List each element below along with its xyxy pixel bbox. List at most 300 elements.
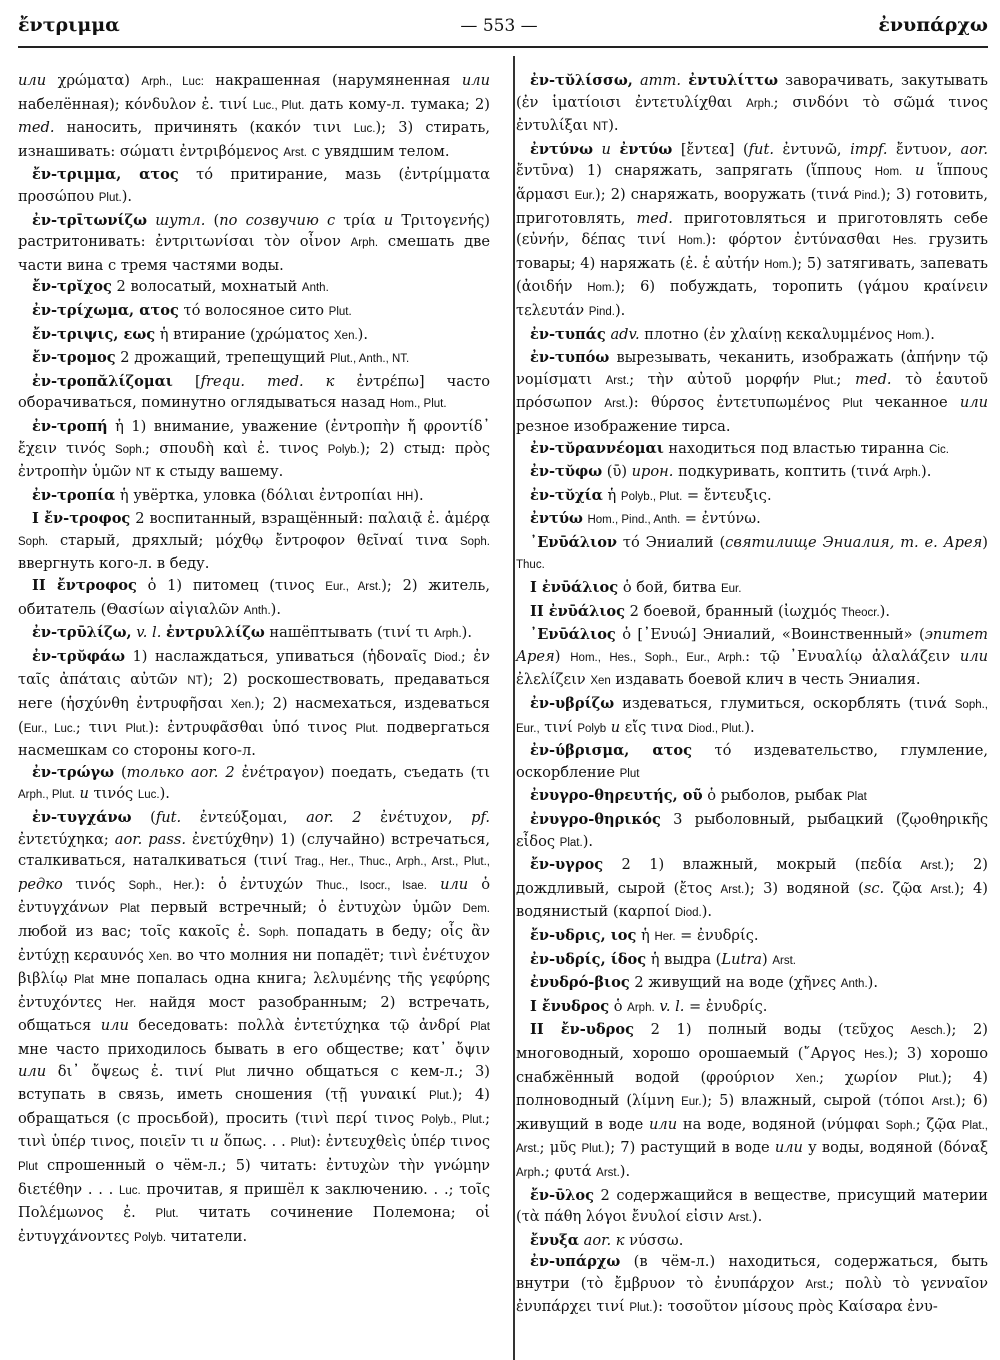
entry-text: ; σπουδὴ καὶ ἐ. τινος bbox=[145, 439, 328, 457]
dictionary-entry bbox=[18, 575, 490, 622]
source-abbrev: Arst. bbox=[920, 860, 944, 873]
entry-text: 2 дрожащий, трепещущий bbox=[115, 349, 330, 367]
headword: ἔν-τριμμα, ατος bbox=[32, 166, 179, 184]
dictionary-entry bbox=[18, 807, 490, 1249]
entry-text: [ bbox=[172, 372, 201, 390]
source-abbrev: Her. bbox=[654, 930, 676, 943]
italic-note: или bbox=[18, 1062, 47, 1080]
headword: ἐν-τρώγω bbox=[32, 763, 115, 781]
entry-text: беседовать: πολλὰ ἐντετύχηκα τῷ ἀνδρί bbox=[128, 1017, 471, 1035]
entry-text: издеваться, глумиться, оскорблять (τινά bbox=[614, 695, 955, 713]
source-abbrev: Hom., Pind., Anth. bbox=[587, 514, 681, 527]
entry-text: ἐνέτυχον, bbox=[361, 809, 472, 826]
entry-text: νύσσω. bbox=[624, 1231, 684, 1249]
source-abbrev: Xen bbox=[590, 675, 611, 688]
entry-text: ); 4) полноводный (λίμνη bbox=[516, 1068, 988, 1110]
entry-text: ): φόρτον ἐντύνασθαι bbox=[705, 231, 893, 249]
headword: ἐνυγρο-θηρευτής, οῦ bbox=[530, 787, 703, 805]
source-abbrev: Trag., Her., Thuc., Arph., Arst., Plut., bbox=[294, 856, 490, 869]
dictionary-entry bbox=[18, 324, 490, 348]
entry-text: ; τινι bbox=[75, 718, 126, 736]
entry-text: к стыду вашему. bbox=[151, 463, 284, 481]
entry-text: [ἔντεα] ( bbox=[672, 140, 749, 158]
entry-text: во что молния ни попадёт; τινὶ ἐνέτυχον βιβλίῳ bbox=[18, 946, 490, 988]
entry-text: ὅπως. . . bbox=[218, 1133, 291, 1151]
entry-text: ἡ 1) внимание, уважение (ἐντροπὴν ἤ φροντίδ᾽ ἔχειν τινός bbox=[18, 417, 490, 457]
headword: ἐν-τῠφω bbox=[530, 463, 603, 481]
dictionary-entry bbox=[516, 809, 988, 854]
entry-text: набелённая); κόνδυλον ἐ. τινί bbox=[18, 95, 253, 113]
italic-note: frequ. med. к bbox=[200, 372, 335, 390]
source-abbrev: Arst. bbox=[931, 1096, 956, 1109]
entry-text: на воде, водяной (νύμφαι bbox=[677, 1115, 886, 1133]
headword: ἐν-τροπία bbox=[32, 486, 116, 504]
source-abbrev: Diod., Plut. bbox=[688, 722, 745, 735]
entry-text bbox=[427, 876, 440, 893]
entry-text: вырезывать, чеканить, изображать (ἀπήνην τῷ νομίσματι bbox=[516, 349, 988, 388]
headword: ἐνυγρο-θηρικός bbox=[530, 811, 661, 828]
source-abbrev: Arph., Plut. bbox=[18, 789, 75, 802]
headword: ἐν-τρῡλίζω, bbox=[32, 624, 132, 642]
dictionary-entry bbox=[18, 622, 490, 646]
entry-text: ; ζῷα bbox=[915, 1115, 962, 1133]
italic-note: или bbox=[959, 394, 989, 412]
source-abbrev: Soph., Her. bbox=[128, 879, 195, 892]
entry-text: ); 4) обращаться (с просьбой), просить (τινὶ περί τινος bbox=[18, 1086, 490, 1127]
entry-text: ). bbox=[461, 624, 472, 642]
headword: ἐν-τρῑτωνίζω bbox=[32, 211, 148, 229]
entry-text: ζῷα bbox=[884, 879, 931, 897]
entry-text: читатели. bbox=[166, 1227, 248, 1245]
source-abbrev: Plut., Anth., NT. bbox=[329, 353, 410, 366]
source-abbrev: Arst. bbox=[728, 1212, 752, 1225]
entry-text: ὁ ἐντυγχάνων bbox=[18, 875, 491, 917]
entry-text bbox=[633, 72, 640, 89]
headword: ἔν-τρομος bbox=[32, 349, 116, 367]
entry-text: ). bbox=[744, 718, 755, 736]
source-abbrev: Soph. bbox=[258, 926, 289, 939]
entry-text: нашёптывать (τινί τι bbox=[264, 624, 435, 642]
entry-text: ) bbox=[554, 647, 571, 665]
entry-text: 2 боевой, бранный (ἰωχμός bbox=[625, 602, 842, 620]
source-abbrev: Arst. bbox=[283, 146, 307, 159]
entry-text: ; πολὺ τὸ γενναῖον ἐνυπάρχει τινί bbox=[516, 1274, 988, 1316]
italic-note: pf. bbox=[471, 809, 490, 826]
source-abbrev: Arph. bbox=[627, 1001, 655, 1014]
source-abbrev: Plat., Arst. bbox=[516, 1119, 988, 1156]
italic-note: или bbox=[649, 1115, 678, 1133]
source-abbrev: Polyb., Plut. bbox=[620, 490, 683, 503]
entry-text: τρία bbox=[335, 211, 384, 229]
source-abbrev: Hes. bbox=[864, 1048, 888, 1061]
source-abbrev: Thuc. bbox=[516, 559, 545, 572]
italic-note: fut. bbox=[748, 140, 774, 158]
entry-text: ). bbox=[619, 1162, 631, 1180]
source-abbrev: Pind. bbox=[854, 189, 881, 202]
entry-text: ): ἐντρυφᾶσθαι ὑπό τινος bbox=[148, 718, 356, 736]
dictionary-entry bbox=[516, 438, 988, 462]
entry-text: попадать в беду; οἷς ἂν ἐντύχῃ κεραυνός bbox=[18, 922, 490, 964]
source-abbrev: Polyb., Plut. bbox=[421, 1113, 486, 1126]
italic-note: или bbox=[461, 72, 490, 89]
entry-text: заворачивать, закутывать (ἐν ἱματίοισι ἐντετυλίχθαι bbox=[516, 72, 988, 111]
source-abbrev: NT bbox=[187, 675, 203, 688]
headword: ἐν-υβρίζω bbox=[530, 695, 615, 713]
italic-note: или bbox=[18, 72, 47, 89]
dictionary-entry bbox=[516, 532, 988, 577]
source-abbrev: Plut bbox=[215, 1066, 236, 1079]
entry-text: ). bbox=[357, 325, 369, 343]
entry-text: ὁ бой, битва bbox=[618, 579, 721, 597]
headword: ἔν-υδρις, ιος bbox=[530, 926, 637, 944]
entry-text: подвергаться насмешкам со стороны кого-л. bbox=[18, 718, 490, 760]
entry-text: τό волосяное сито bbox=[178, 301, 329, 319]
italic-note: святилище Эниалия, т. е. Арея bbox=[725, 533, 983, 551]
entry-text: ); 3) готовить, приготовлять, bbox=[516, 185, 988, 227]
entry-text: ). bbox=[270, 600, 281, 618]
entry-text: ). bbox=[614, 301, 626, 319]
dictionary-entry bbox=[18, 485, 490, 509]
dictionary-entry bbox=[516, 854, 988, 925]
entry-text: старый, дряхлый; μόχθῳ ἔντροφον θεῖναί τινα bbox=[48, 531, 460, 549]
dictionary-entry bbox=[18, 371, 490, 416]
right-column bbox=[516, 70, 988, 1320]
entry-text: лично общаться с кем-л.; 3) вступать в связь, иметь сношения (τῇ γυναικί bbox=[18, 1062, 490, 1104]
headword: ἐν-τροπᾰλίζομαι bbox=[32, 372, 173, 390]
source-abbrev: Luc., Plut. bbox=[252, 99, 305, 112]
entry-text: ); 2) роскошествовать, предаваться неге (ἡσχύνθη ἐντρυφῆσαι bbox=[18, 671, 490, 713]
source-abbrev: Diod. bbox=[434, 651, 461, 664]
headword: ἐν-τυπάς bbox=[530, 325, 606, 343]
source-abbrev: Plut. bbox=[328, 305, 352, 318]
entry-text: ввергнуть кого-л. в беду. bbox=[18, 555, 210, 573]
entry-text: мне часто приходилось бывать в его обществе; κατ᾽ ὄψιν bbox=[18, 1040, 490, 1058]
dictionary-entry bbox=[516, 139, 988, 324]
entry-text: издавать боевой клич в честь Эниалия. bbox=[610, 671, 921, 689]
dictionary-entry bbox=[516, 461, 988, 485]
headword: ἐν-τυπόω bbox=[530, 349, 610, 367]
dictionary-entry bbox=[516, 972, 988, 996]
headword: ἐντύω bbox=[530, 510, 583, 528]
source-abbrev: Soph., Eur., bbox=[516, 699, 988, 735]
source-abbrev: Eur. bbox=[681, 1096, 702, 1109]
source-abbrev: Arst. bbox=[720, 883, 745, 896]
entry-text: .; φυτά bbox=[540, 1162, 597, 1180]
entry-text: ): τοσοῦτον μίσους πρὸς Καίσαρα ἐνυ- bbox=[652, 1298, 938, 1316]
entry-text: ). bbox=[159, 785, 170, 803]
italic-note: и bbox=[610, 718, 621, 736]
entry-text: ; χωρίον bbox=[819, 1068, 919, 1086]
entry-text: мне попалась одна книга; λελυμένης τῆς γεφύρης ἐντυχόντες bbox=[18, 970, 490, 1011]
entry-text: ; τινὶ ὑπέρ τινος, ποιεῖν τι bbox=[18, 1109, 490, 1151]
entry-text: ); 5) затягивать, запевать (ἀοιδήν bbox=[516, 254, 988, 296]
entry-text: ); 6) побуждать, торопить (γάμου κραίνειν τελευτάν bbox=[516, 278, 988, 319]
source-abbrev: Cic. bbox=[929, 443, 949, 456]
running-head-right: ἐνυπάρχω bbox=[878, 14, 988, 36]
source-abbrev: Plut. bbox=[629, 1302, 653, 1315]
headword: ἐν-τρῠφάω bbox=[32, 647, 126, 665]
source-abbrev: Soph. bbox=[459, 535, 490, 548]
entry-text: ) bbox=[982, 533, 988, 551]
italic-note: шутл. bbox=[155, 211, 206, 229]
entry-text: ); 2) дождливый, сырой (ἔτος bbox=[516, 856, 988, 897]
source-abbrev: Dem. bbox=[462, 903, 490, 916]
entry-text: накрашенная (нарумяненная bbox=[203, 72, 462, 89]
entry-text: любой из вас; τοῖς κακοῖς ἐ. bbox=[18, 922, 259, 940]
entry-text: τό Эниалий ( bbox=[617, 533, 726, 551]
entry-text: ): ἐντευχθεὶς ὑπέρ τινος bbox=[310, 1133, 490, 1151]
dictionary-entry bbox=[516, 508, 988, 532]
dictionary-entry bbox=[516, 1230, 988, 1252]
entry-text: ( bbox=[205, 211, 220, 229]
source-abbrev: Plat bbox=[470, 1021, 490, 1034]
entry-text: 2 воспитанный, взращённый: παλαιᾷ ἐ. ἁμέρᾳ bbox=[130, 510, 490, 528]
source-abbrev: Arph., Luc: bbox=[141, 76, 204, 88]
headword: ἐνυδρό-βιος bbox=[530, 974, 630, 992]
source-abbrev: Plat bbox=[847, 791, 867, 804]
italic-note: v. l. bbox=[136, 624, 162, 642]
entry-text: = ἐνυδρίς. bbox=[684, 997, 768, 1015]
headword: I ἔνυδρος bbox=[530, 997, 610, 1015]
entry-text: ); 3) водяной ( bbox=[744, 879, 864, 897]
entry-text: ἵππους ἅρμασι bbox=[516, 162, 988, 203]
source-abbrev: Plut. bbox=[918, 1072, 942, 1085]
headword: ἔν-ῡλος bbox=[530, 1186, 595, 1204]
entry-text: ). bbox=[867, 974, 878, 992]
entry-text: ). bbox=[921, 463, 932, 481]
entry-text: ) bbox=[762, 950, 773, 968]
source-abbrev: Soph. bbox=[114, 443, 146, 456]
entry-text: ἐντρέπω] часто оборачиваться, поминутно оглядываться назад bbox=[18, 372, 491, 412]
entry-text: = ἐνυδρίς. bbox=[675, 926, 759, 944]
dictionary-entry bbox=[18, 762, 490, 807]
source-abbrev: Arst. bbox=[772, 954, 796, 967]
source-abbrev: Plat bbox=[119, 903, 140, 916]
headword: ᾿Ενῡάλιον bbox=[530, 533, 618, 551]
headword: II ἔν-υδρος bbox=[530, 1021, 634, 1039]
dictionary-entry bbox=[516, 996, 988, 1020]
entry-text: читать сочинение Полемона; οἱ ἐντυγχάνοντες bbox=[18, 1204, 490, 1245]
dictionary-entry bbox=[516, 949, 988, 973]
entry-text: ): ὁ ἐντυχών bbox=[194, 875, 317, 893]
entry-text: найдя мост разобранным; 2) встречать, общаться bbox=[18, 993, 490, 1035]
entry-text: ὁ рыболов, рыбак bbox=[702, 787, 847, 805]
headword: ἔν-υγρος bbox=[530, 856, 604, 874]
italic-note: aor. к bbox=[583, 1231, 625, 1249]
headword: ἐν-τυγχάνω bbox=[32, 809, 132, 826]
entry-text: ). bbox=[924, 325, 935, 343]
dictionary-entry bbox=[18, 508, 490, 575]
entry-text: ); 2) житель, обитатель (Θασίων αἰγιαλῶν bbox=[18, 577, 490, 618]
source-abbrev: Plut. bbox=[125, 722, 149, 735]
page-header bbox=[18, 14, 988, 48]
source-abbrev: Theocr. bbox=[841, 606, 880, 619]
entry-text bbox=[593, 141, 602, 158]
entry-text: ἐνετύχθην) 1) (случайно) встречаться, сталкиваться, наталкиваться (τινί bbox=[18, 830, 490, 870]
entry-text: ἔντῡνα) 1) снаряжать, запрягать (ἵππους bbox=[516, 162, 875, 180]
source-abbrev: Anth. bbox=[243, 604, 271, 617]
italic-note: ирон. bbox=[631, 463, 674, 481]
source-abbrev: Arph. bbox=[350, 237, 379, 250]
entry-text: грузить товары; 4) наряжать (ἐ. ἑ αὐτήν bbox=[516, 231, 989, 272]
entry-text: резное изображение тирса. bbox=[516, 417, 731, 435]
entry-text: τό притирание, мазь (ἐντρίμματα προσώπου bbox=[18, 166, 491, 205]
entry-text: 3 рыболовный, рыбацкий (ζῳοθηρικῆς εἶδος bbox=[516, 811, 988, 850]
source-abbrev: Anth. bbox=[840, 978, 868, 991]
source-abbrev: Xen. bbox=[148, 950, 173, 963]
source-abbrev: NT bbox=[135, 467, 152, 480]
dictionary-entry bbox=[516, 1019, 988, 1184]
entry-text: τινός bbox=[62, 875, 129, 893]
dictionary-entry bbox=[516, 785, 988, 809]
entry-text: ); 4) водянистый (καρποί bbox=[516, 879, 988, 921]
entry-text: прочитав, я пришёл к заключению. . .; τοῖς Πολέμωνος ἐ. bbox=[18, 1180, 490, 1222]
entry-text: 2 волосатый, мохнатый bbox=[111, 278, 302, 296]
dictionary-entry bbox=[516, 347, 988, 437]
source-abbrev: Hom. bbox=[874, 166, 903, 179]
italic-note: aor. pass. bbox=[114, 830, 186, 848]
source-abbrev: Soph. bbox=[18, 535, 49, 548]
italic-note: v. l. bbox=[659, 997, 685, 1015]
source-abbrev: Polyb. bbox=[327, 443, 360, 456]
dictionary-entry bbox=[18, 70, 490, 164]
source-abbrev: Polyb. bbox=[134, 1231, 167, 1244]
source-abbrev: Arst. bbox=[604, 398, 629, 411]
entry-text: (в чём-л.) находиться, содержаться, быть внутри (τὸ ἔμβρυον τὸ ἐνυπάρχον bbox=[516, 1253, 988, 1292]
entry-text: ( bbox=[114, 763, 127, 781]
italic-note: только aor. 2 bbox=[126, 763, 235, 781]
source-abbrev: Arph. bbox=[746, 97, 774, 110]
source-abbrev: Plat bbox=[74, 974, 94, 987]
headword: ἐντύνω bbox=[530, 140, 593, 158]
headword: ἐν-τροπή bbox=[32, 417, 108, 435]
entry-text: ). bbox=[121, 187, 133, 205]
italic-note: или bbox=[774, 1139, 803, 1157]
source-abbrev: Eur. bbox=[720, 583, 742, 596]
italic-note: и bbox=[209, 1133, 219, 1151]
entry-text: ). bbox=[413, 486, 424, 504]
entry-text: = ἔντευξις. bbox=[682, 486, 772, 504]
entry-text: ἔντυον, bbox=[887, 140, 961, 158]
italic-note: по созвучию с bbox=[219, 211, 336, 229]
headword: ἐν-ύβρισμα, ατος bbox=[530, 742, 693, 760]
source-abbrev: Arph. bbox=[434, 628, 462, 641]
entry-text: ; bbox=[836, 370, 856, 388]
source-abbrev: Hom., Hes., Soph., Eur., Arph. bbox=[570, 651, 746, 664]
entry-text: дать кому-л. тумака; 2) bbox=[304, 95, 490, 113]
headword: ἐν-υπάρχω bbox=[530, 1253, 621, 1271]
dictionary-entry bbox=[516, 577, 988, 601]
headword: ἐν-τῠλίσσω, bbox=[530, 72, 633, 89]
entry-text: ); 3) стирать, изнашивать: σώματι ἐντριβόμενος bbox=[18, 119, 491, 160]
entry-text: χρώματα) bbox=[46, 72, 142, 89]
source-abbrev: Arst. bbox=[605, 374, 630, 387]
italic-note: sc. bbox=[863, 879, 885, 897]
source-abbrev: Hom. bbox=[678, 235, 706, 248]
headword: ᾿Ενῡάλιος bbox=[530, 626, 616, 644]
source-abbrev: Polyb bbox=[577, 722, 607, 735]
dictionary-entry bbox=[18, 164, 490, 209]
source-abbrev: Arph. bbox=[893, 467, 922, 480]
entry-text: ἐντεύξομαι, bbox=[181, 809, 307, 826]
entry-text: спрошенный о чём-л.; 5) читать: ἐντυχὼν τὴν γνώμην διετέθην . . . bbox=[18, 1156, 490, 1198]
source-abbrev: Eur., Luc. bbox=[23, 722, 76, 735]
column-divider bbox=[513, 56, 515, 1360]
entry-text: ): θύρσος ἐντετυπωμένος bbox=[628, 394, 843, 412]
entry-text: εἴς τινα bbox=[620, 718, 689, 736]
source-abbrev: Plut. bbox=[813, 374, 837, 387]
source-abbrev: Hom. bbox=[764, 258, 792, 271]
entry-text: ); 3) хорошо снабжённый водой (φρούριον bbox=[516, 1044, 988, 1086]
headword: ἐντρυλλίζω bbox=[166, 624, 265, 642]
source-abbrev: HH bbox=[396, 490, 414, 503]
headword: ἐντυλίττω bbox=[688, 72, 778, 89]
dictionary-entry bbox=[516, 624, 988, 693]
source-abbrev: Plut bbox=[842, 398, 863, 411]
italic-note: и bbox=[79, 785, 89, 803]
entry-text: ὁ [᾿Ενυώ] Эниалий, «Воинственный» ( bbox=[615, 626, 925, 644]
entry-text: ἡ bbox=[636, 926, 655, 944]
headword: ἔνυξα bbox=[530, 1231, 579, 1249]
source-abbrev: NT bbox=[592, 121, 609, 134]
dictionary-entry bbox=[516, 485, 988, 509]
source-abbrev: Plut bbox=[619, 767, 640, 780]
entry-text: 2 1) полный воды (τεῦχος bbox=[633, 1021, 911, 1039]
dictionary-entry bbox=[18, 416, 490, 485]
entry-text: ( bbox=[131, 809, 156, 826]
source-abbrev: Plut. bbox=[581, 1143, 605, 1156]
running-head-left: ἔντριμμα bbox=[18, 14, 120, 36]
headword: ἐν-τῠχία bbox=[530, 486, 603, 504]
italic-note: атт. bbox=[639, 72, 682, 89]
entry-text: ). bbox=[582, 832, 594, 850]
entry-text: ). bbox=[701, 903, 713, 921]
entry-text: ). bbox=[879, 602, 891, 620]
entry-text bbox=[902, 162, 915, 179]
italic-note: med. bbox=[636, 209, 673, 227]
source-abbrev: Luc. bbox=[353, 123, 376, 136]
entry-text: 1) наслаждаться, упиваться (ἡδοναῖς bbox=[125, 647, 435, 665]
dictionary-entry bbox=[516, 925, 988, 949]
headword: ἔν-τρῐχος bbox=[32, 278, 112, 296]
entry-text: = ἐντύνω. bbox=[680, 510, 761, 528]
source-abbrev: Plut. bbox=[98, 191, 122, 204]
dictionary-entry bbox=[18, 276, 490, 300]
source-abbrev: Hom. bbox=[897, 329, 925, 342]
entry-text: (ῡ) bbox=[602, 463, 632, 481]
headword: I ἔν-τροφος bbox=[32, 510, 131, 528]
dictionary-entry bbox=[516, 1185, 988, 1230]
dictionary-entry bbox=[516, 693, 988, 740]
entry-text: ); 7) растущий в воде bbox=[604, 1139, 775, 1157]
entry-text: плотно (ἐν χλαίνῃ κεκαλυμμένος bbox=[639, 325, 898, 343]
dictionary-entry bbox=[516, 740, 988, 785]
source-abbrev: Plut. bbox=[429, 1090, 453, 1103]
source-abbrev: Aesch. bbox=[910, 1025, 946, 1038]
entry-text: 2 содержащийся в веществе, присущий материи (τὰ πάθη λόγοι ἔνυλοί εἰσιν bbox=[516, 1186, 988, 1226]
entry-text: ἡ bbox=[602, 486, 621, 504]
entry-text: приготовляться и приготовлять себе (εὐνήν, δέπας τινί bbox=[516, 209, 988, 249]
entry-text: подкуривать, коптить (τινά bbox=[673, 463, 894, 481]
italic-note: и bbox=[601, 140, 611, 158]
source-abbrev: Her. bbox=[115, 997, 137, 1010]
italic-note: эпитет Арея bbox=[516, 626, 988, 665]
entry-text: ); 6) живущий в воде bbox=[516, 1092, 988, 1133]
dictionary-entry bbox=[516, 70, 988, 139]
source-abbrev: Plut. bbox=[355, 722, 379, 735]
italic-note: med. bbox=[855, 370, 892, 388]
italic-note: aor. 2 bbox=[306, 809, 362, 826]
